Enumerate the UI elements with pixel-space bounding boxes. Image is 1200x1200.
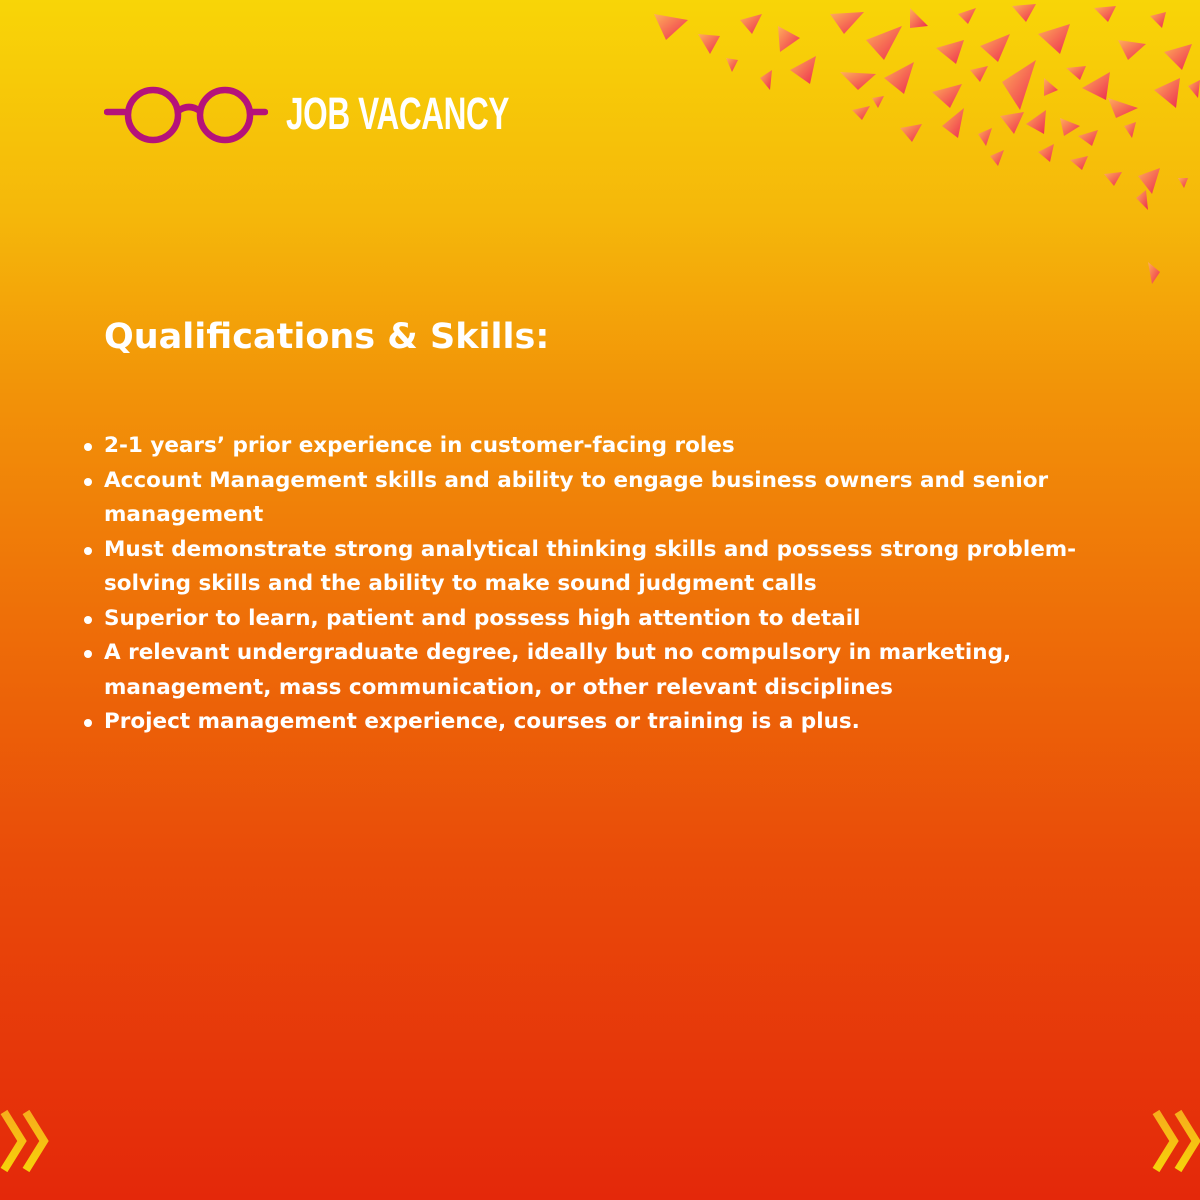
header: [104, 82, 605, 146]
qualifications-heading: Qualifications & Skills:: [104, 317, 550, 357]
qualifications-list: [80, 429, 1140, 740]
qualification-text: 2-1 years’ prior experience in customer-facing roles: [104, 433, 735, 458]
bullet-icon: [84, 719, 92, 727]
list-item: [80, 636, 1140, 705]
bullet-icon: [84, 478, 92, 486]
bullet-icon: [84, 616, 92, 624]
list-item: [80, 602, 1140, 637]
confetti-decoration: [640, 0, 1200, 300]
list-item: [80, 705, 1140, 740]
double-chevron-right-icon: [1148, 1108, 1200, 1174]
bullet-icon: [84, 547, 92, 555]
bullet-icon: [84, 443, 92, 451]
list-item: [80, 429, 1140, 464]
bullet-icon: [84, 650, 92, 658]
list-item: [80, 533, 1140, 602]
glasses-icon: [104, 82, 268, 146]
qualification-text: Account Management skills and ability to engage business owners and senior management: [104, 467, 1049, 527]
qualification-text: Superior to learn, patient and possess high attention to detail: [104, 605, 861, 631]
double-chevron-right-icon: [0, 1108, 52, 1174]
list-item: [80, 464, 1140, 533]
qualification-text: A relevant undergraduate degree, ideally but no compulsory in marketing, management, mass communication, or other relevant disciplines: [104, 640, 1012, 700]
qualification-text: Project management experience, courses or training is a plus.: [104, 709, 860, 734]
job-vacancy-title: JOB VACANCY: [286, 88, 510, 139]
qualification-text: Must demonstrate strong analytical thinking skills and possess strong problem-solving skills and the ability to make sound judgment calls: [104, 536, 1077, 596]
